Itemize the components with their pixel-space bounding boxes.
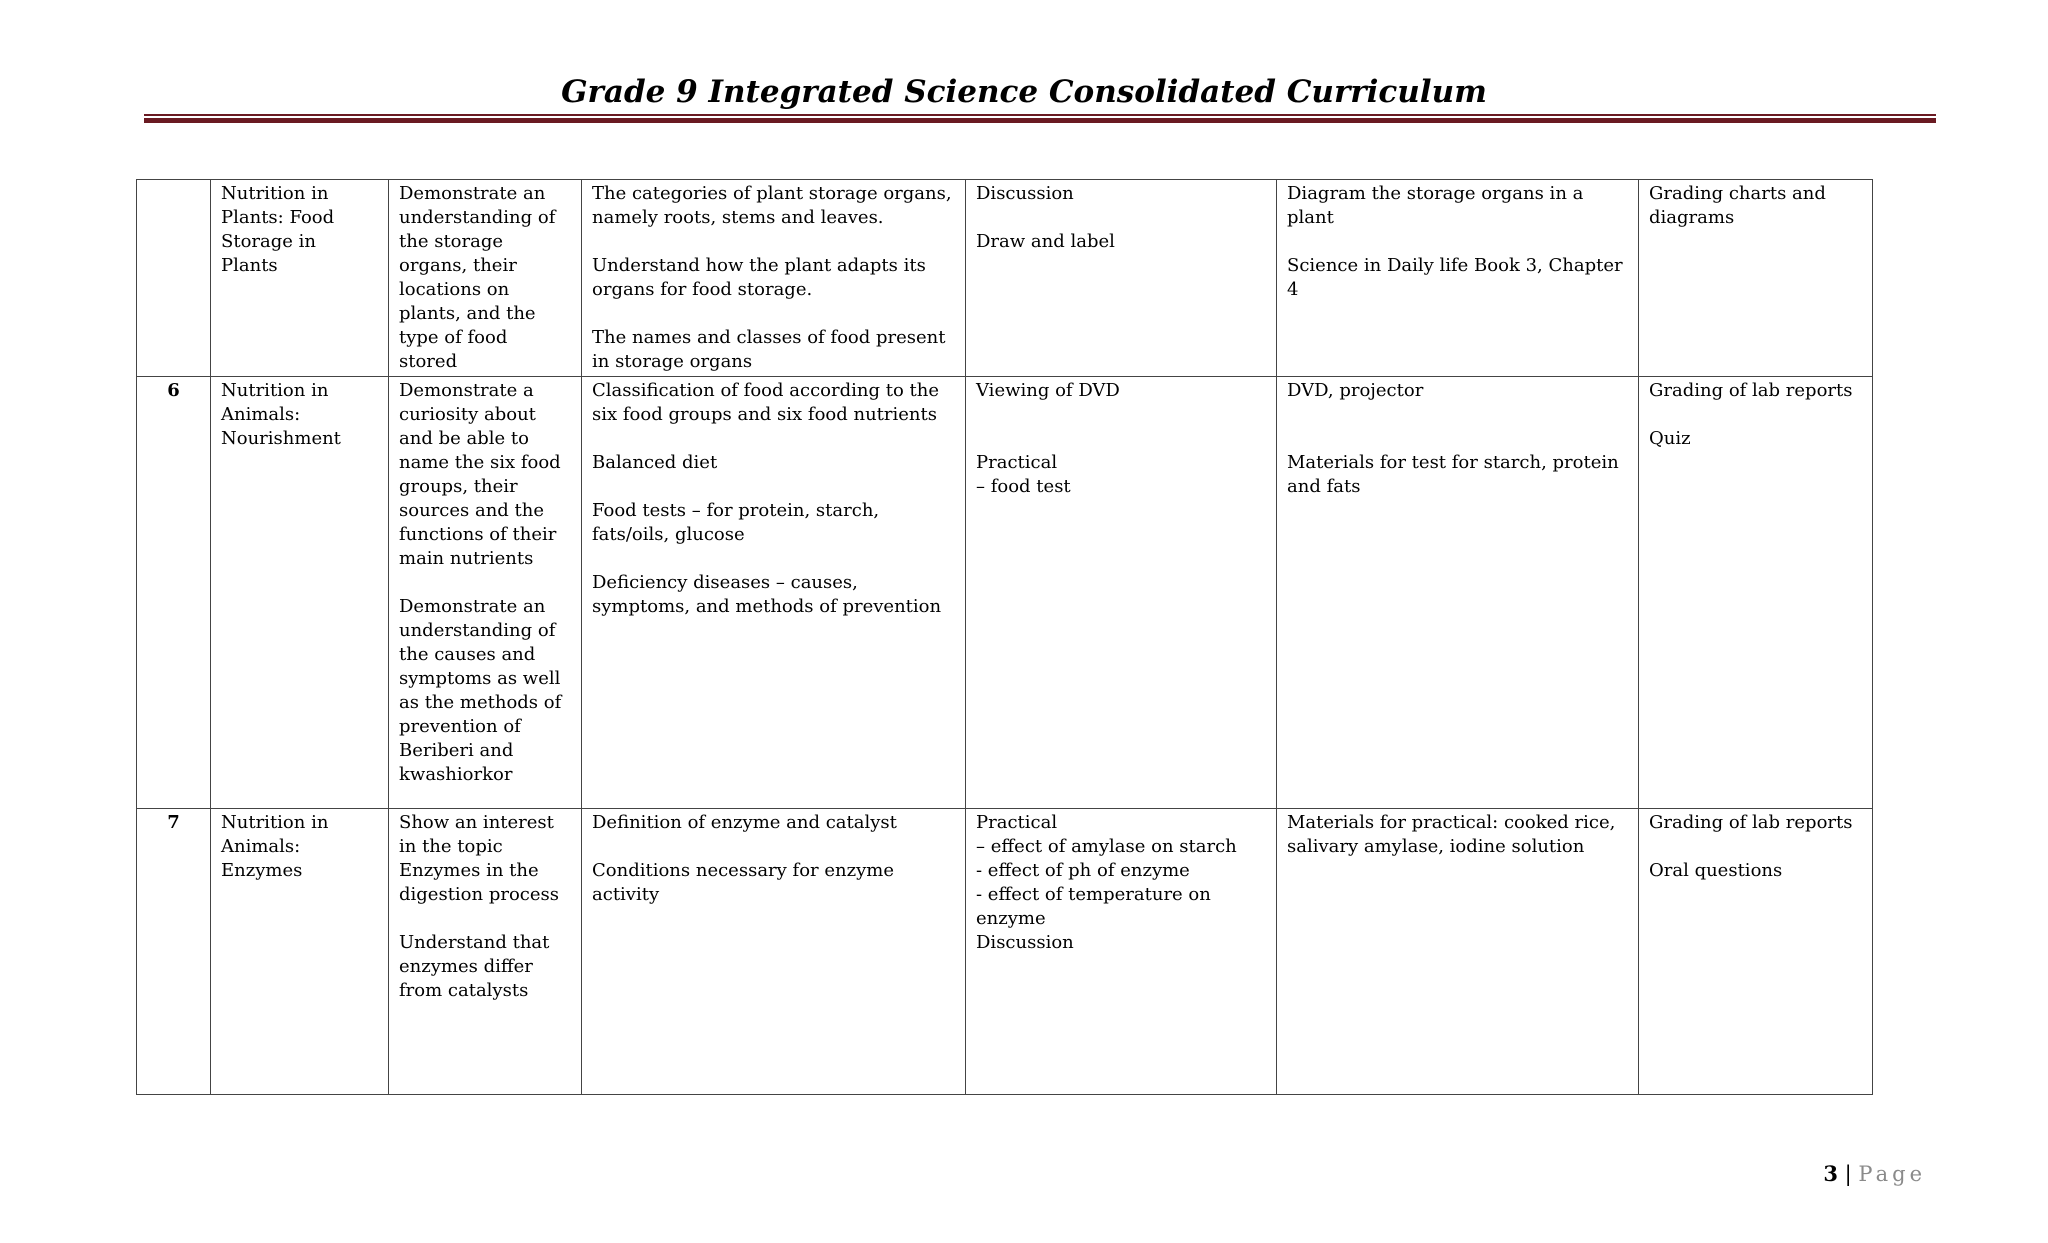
resources-cell: Diagram the storage organs in a plant Science in Daily life Book 3, Chapter 4 [1277, 180, 1639, 377]
week-cell [137, 180, 211, 377]
table-row [137, 180, 1873, 377]
curriculum-table [136, 179, 1873, 1095]
resources-cell: DVD, projector Materials for test for starch, protein and fats [1277, 377, 1639, 809]
table-row [137, 377, 1873, 809]
objectives-cell: Demonstrate a curiosity about and be able to name the six food groups, their sources and the functions of their main nutrients Demonstrate an understanding of the causes and symptoms as well as the methods of prevention of Beriberi and kwashiorkor [389, 377, 582, 809]
header-divider [144, 114, 1936, 123]
activities-cell: Viewing of DVD Practical – food test [966, 377, 1277, 809]
page-label: Page [1858, 1162, 1926, 1186]
topic-cell: Nutrition in Plants: Food Storage in Plants [211, 180, 389, 377]
assessment-cell: Grading of lab reports Oral questions [1639, 809, 1873, 1095]
topic-cell: Nutrition in Animals: Enzymes [211, 809, 389, 1095]
content-cell: Classification of food according to the six food groups and six food nutrients Balanced diet Food tests – for protein, starch, fats/oils, glucose Deficiency diseases – causes, symptoms, and methods of prevention [582, 377, 966, 809]
page-number: 3 [1823, 1161, 1838, 1186]
content-cell: Definition of enzyme and catalyst Conditions necessary for enzyme activity [582, 809, 966, 1095]
content-cell: The categories of plant storage organs, namely roots, stems and leaves. Understand how the plant adapts its organs for food storage. The names and classes of food present in storage organs [582, 180, 966, 377]
objectives-cell: Show an interest in the topic Enzymes in the digestion process Understand that enzymes differ from catalysts [389, 809, 582, 1095]
page-title: Grade 9 Integrated Science Consolidated Curriculum [561, 74, 1487, 110]
resources-cell: Materials for practical: cooked rice, salivary amylase, iodine solution [1277, 809, 1639, 1095]
week-cell: 7 [137, 809, 211, 1095]
assessment-cell: Grading of lab reports Quiz [1639, 377, 1873, 809]
activities-cell: Practical – effect of amylase on starch - effect of ph of enzyme - effect of temperature on enzyme Discussion [966, 809, 1277, 1095]
objectives-cell: Demonstrate an understanding of the storage organs, their locations on plants, and the type of food stored [389, 180, 582, 377]
activities-cell: Discussion Draw and label [966, 180, 1277, 377]
footer-separator: | [1844, 1162, 1852, 1186]
assessment-cell: Grading charts and diagrams [1639, 180, 1873, 377]
table-row [137, 809, 1873, 1095]
page-footer [1823, 1160, 1926, 1188]
week-cell: 6 [137, 377, 211, 809]
topic-cell: Nutrition in Animals: Nourishment [211, 377, 389, 809]
